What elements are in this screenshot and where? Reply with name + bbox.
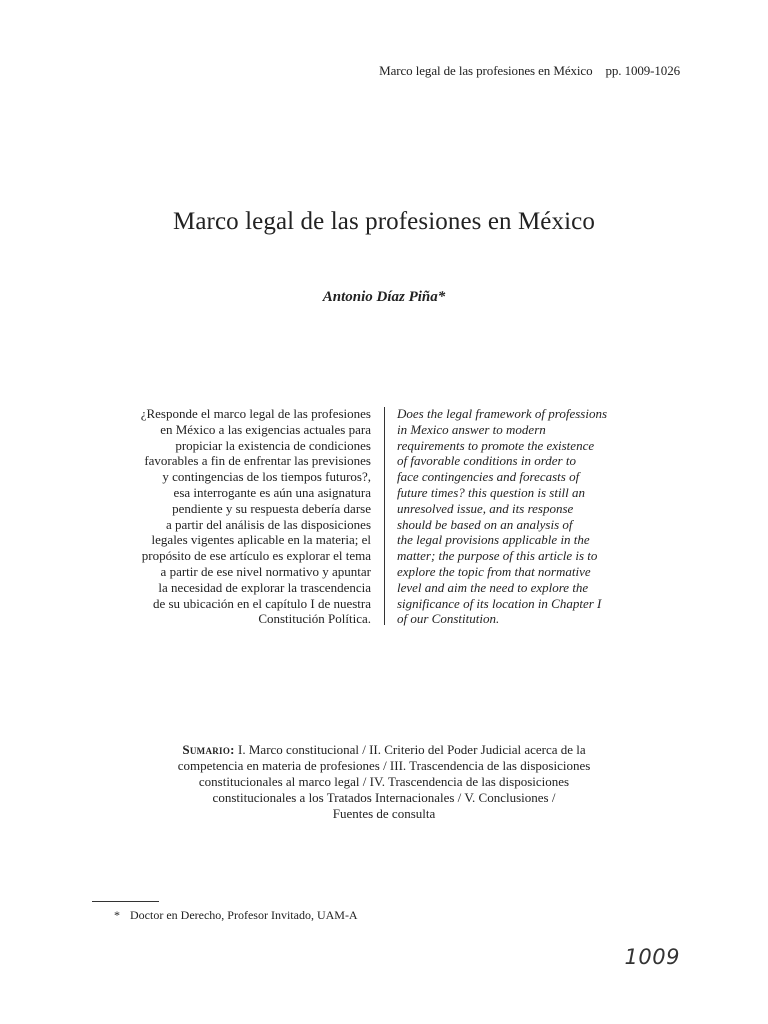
abstract-en-line: Does the legal framework of professions (397, 406, 608, 421)
abstract-en-line: in Mexico answer to modern (397, 421, 546, 437)
sumario (140, 742, 628, 822)
abstract-es-line: propósito de ese artículo es explorar el tema (141, 548, 371, 564)
abstract-es-line: propiciar la existencia de condiciones (175, 437, 371, 453)
footnote-text: Doctor en Derecho, Profesor Invitado, UAM-A (130, 908, 358, 922)
abstract-en-line: significance of its location in Chapter I (397, 595, 602, 611)
abstract-en-line: future times? this question is still an (397, 484, 586, 500)
abstract-es-line: pendiente y su respuesta debería darse (172, 500, 371, 516)
footnote-mark: * (114, 908, 120, 922)
abstract-spanish (100, 406, 371, 627)
sumario-line: constitucionales al marco legal / IV. Trascendencia de las disposiciones (198, 774, 570, 789)
sumario-line: Fuentes de consulta (332, 806, 436, 821)
abstract-es-line: esa interrogante es aún una asignatura (173, 484, 371, 500)
abstract-en-line: unresolved issue, and its response (397, 500, 574, 516)
sumario-line: competencia en materia de profesiones / III. Trascendencia de las disposiciones (177, 758, 591, 773)
abstract-es-line: a partir de ese nivel normativo y apuntar (160, 563, 371, 579)
sumario-line (140, 742, 628, 758)
abstract-es-line: ¿Responde el marco legal de las profesiones (140, 406, 371, 421)
abstract-en-line: requirements to promote the existence (397, 437, 595, 453)
abstract-es-line: de su ubicación en el capítulo I de nuestra (152, 595, 371, 611)
abstract-es-line: la necesidad de explorar la trascendencia (158, 579, 371, 595)
page-number: 1009 (624, 945, 680, 969)
abstract-es-line: favorables a fin de enfrentar las previsiones (144, 453, 371, 469)
abstract-es-line: en México a las exigencias actuales para (160, 421, 371, 437)
article-title: Marco legal de las profesiones en México (173, 208, 595, 235)
abstract-en-line: level and aim the need to explore the (397, 579, 589, 595)
abstract-en-line: of our Constitution. (397, 611, 500, 627)
abstract-es-line: y contingencias de los tiempos futuros?, (162, 469, 371, 485)
sumario-label: Sumario: (182, 742, 235, 757)
abstract-en-line: face contingencies and forecasts of (397, 469, 580, 485)
abstract-en-line: explore the topic from that normative (397, 563, 591, 579)
sumario-text: I. Marco constitucional / II. Criterio del Poder Judicial acerca de la (234, 742, 586, 757)
footnote (114, 908, 358, 923)
running-head-title: Marco legal de las profesiones en México (379, 63, 593, 78)
abstract-divider (384, 407, 385, 625)
sumario-line: constitucionales a los Tratados Internacionales / V. Conclusiones / (212, 790, 556, 805)
abstract-en-line: matter; the purpose of this article is to (397, 548, 598, 564)
running-head-pages: pp. 1009-1026 (605, 63, 680, 78)
abstract-en-line: should be based on an analysis of (397, 516, 573, 532)
abstract-english (397, 406, 647, 627)
abstract-es-line: a partir del análisis de las disposiciones (165, 516, 371, 532)
abstract-es-line: Constitución Política. (258, 611, 371, 627)
article-author: Antonio Díaz Piña* (322, 289, 446, 305)
abstract-en-line: the legal provisions applicable in the (397, 532, 590, 548)
footnote-rule (92, 901, 159, 902)
running-head (379, 63, 680, 79)
abstract-es-line: legales vigentes aplicable en la materia; el (151, 532, 371, 548)
abstract-en-line: of favorable conditions in order to (397, 453, 576, 469)
